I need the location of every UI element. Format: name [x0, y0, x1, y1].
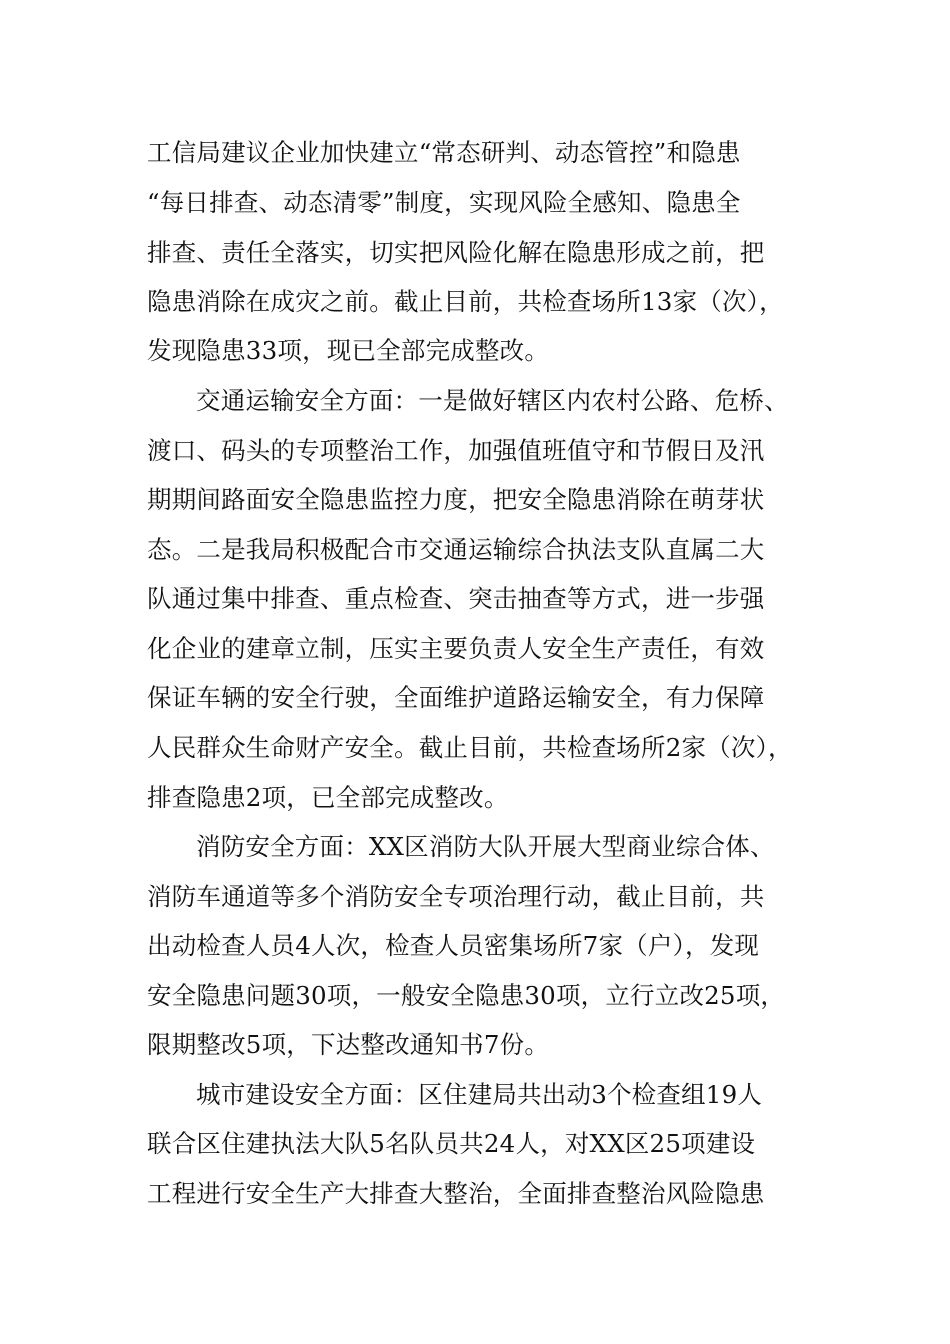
text-line-13: 人民群众生命财产安全。截止目前，共检查场所2家（次），	[147, 733, 793, 762]
text-line-12: 保证车辆的安全行驶，全面维护道路运输安全，有力保障	[147, 683, 765, 712]
text-line-22: 工程进行安全生产大排查大整治，全面排查整治风险隐患	[147, 1179, 765, 1208]
text-line-1: 工信局建议企业加快建立“常态研判、动态管控”和隐患	[147, 138, 741, 167]
text-line-21: 联合区住建执法大队5名队员共24人，对XX区25项建设	[147, 1129, 756, 1158]
text-line-11: 化企业的建章立制，压实主要负责人安全生产责任，有效	[147, 634, 765, 663]
text-line-14: 排查隐患2项，已全部完成整改。	[147, 783, 509, 812]
text-line-19: 限期整改5项，下达整改通知书7份。	[147, 1030, 550, 1059]
text-line-4: 隐患消除在成灾之前。截止目前，共检查场所13家（次），	[147, 287, 784, 316]
text-line-3: 排查、责任全落实，切实把风险化解在隐患形成之前，把	[147, 238, 765, 267]
text-line-18: 安全隐患问题30项，一般安全隐患30项，立行立改25项，	[147, 981, 786, 1010]
text-line-5: 发现隐患33项，现已全部完成整改。	[147, 336, 550, 365]
text-line-2: “每日排查、动态清零”制度，实现风险全感知、隐患全	[147, 188, 741, 217]
text-line-20: 城市建设安全方面：区住建局共出动3个检查组19人	[196, 1080, 763, 1109]
text-line-17: 出动检查人员4人次，检查人员密集场所7家（户），发现	[147, 931, 760, 960]
text-line-6: 交通运输安全方面：一是做好辖区内农村公路、危桥、	[196, 386, 789, 415]
text-line-10: 队通过集中排查、重点检查、突击抽查等方式，进一步强	[147, 584, 765, 613]
text-line-7: 渡口、码头的专项整治工作，加强值班值守和节假日及汛	[147, 436, 765, 465]
text-line-8: 期期间路面安全隐患监控力度，把安全隐患消除在萌芽状	[147, 485, 765, 514]
text-line-16: 消防车通道等多个消防安全专项治理行动，截止目前，共	[147, 882, 765, 911]
text-line-9: 态。二是我局积极配合市交通运输综合执法支队直属二大	[147, 535, 765, 564]
text-line-15: 消防安全方面：XX区消防大队开展大型商业综合体、	[196, 832, 775, 861]
